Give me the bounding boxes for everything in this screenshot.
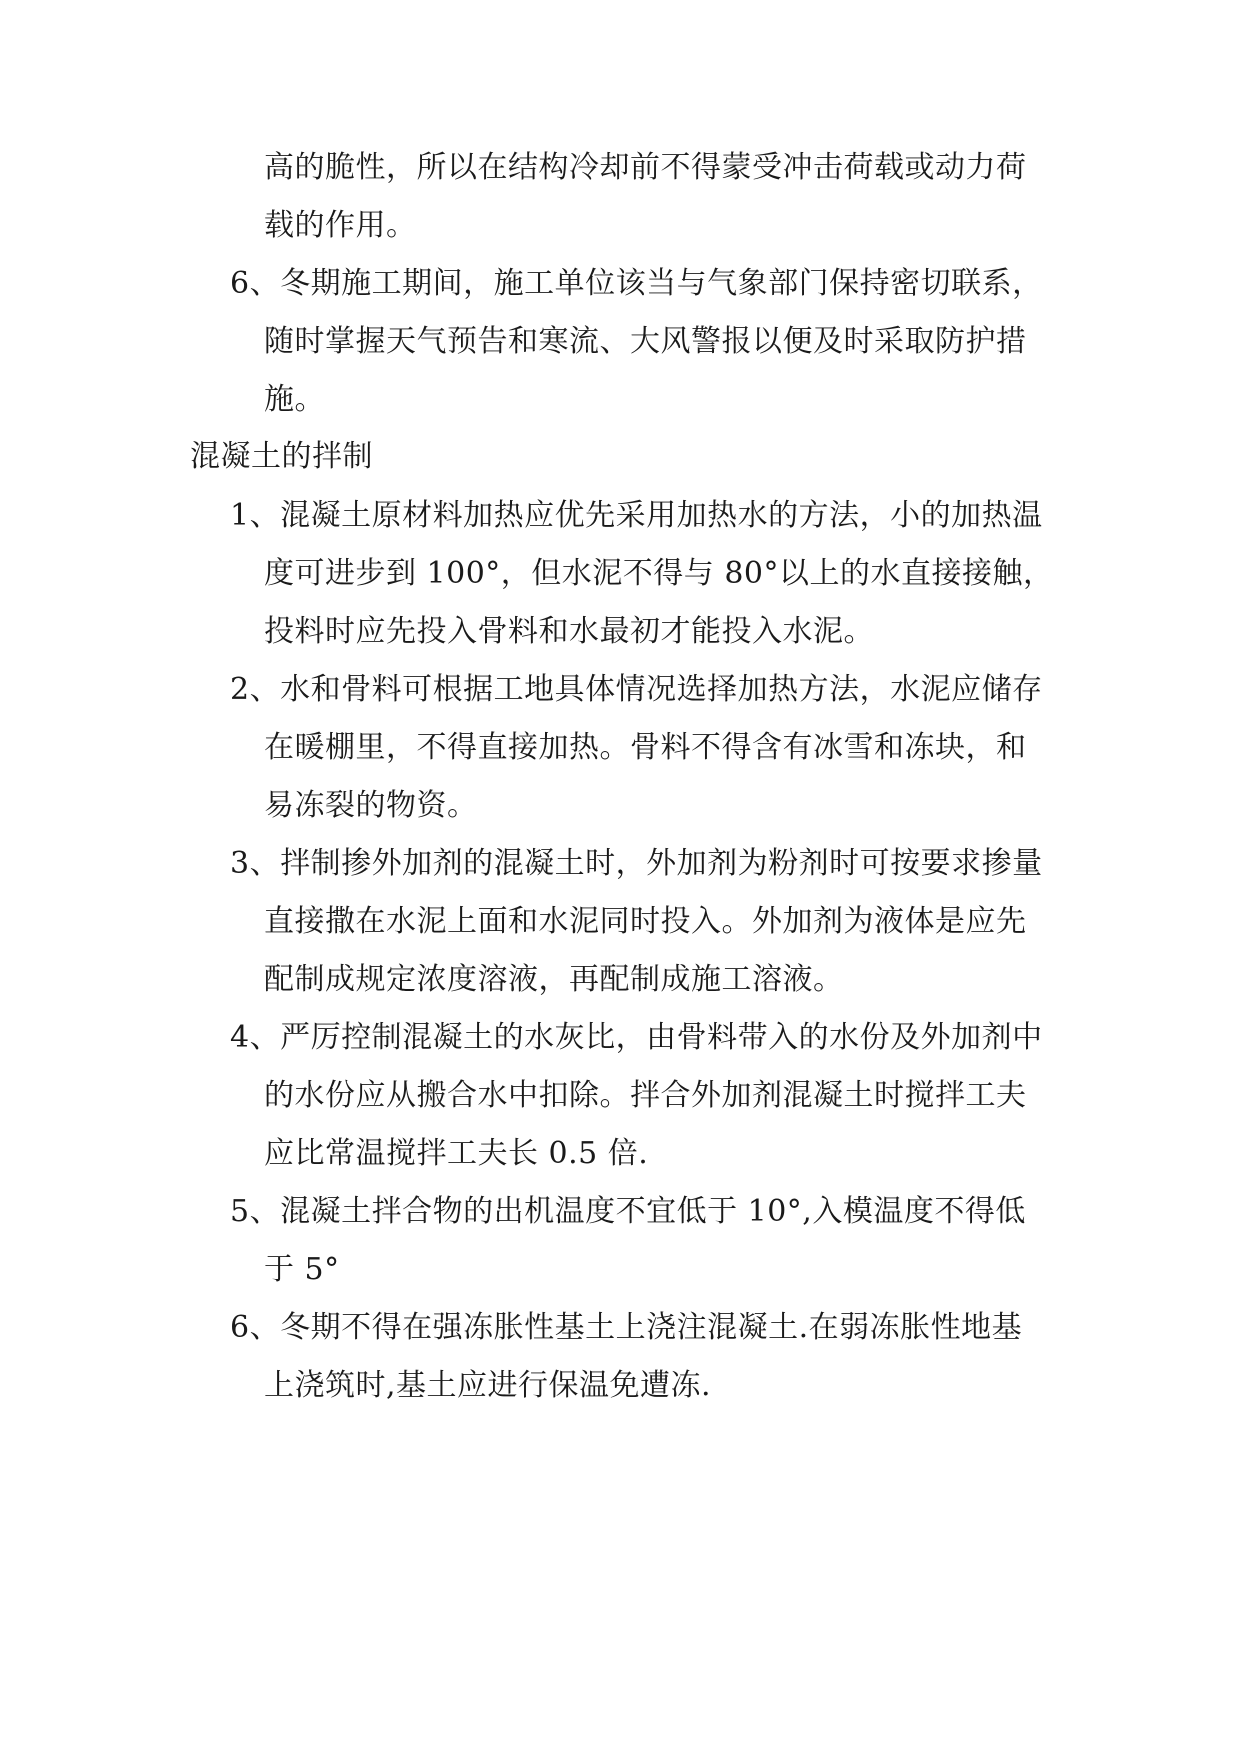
- item-number: 5: [230, 1194, 250, 1229]
- section-heading: 混凝土的拌制: [190, 439, 373, 474]
- item-number: 1: [230, 498, 250, 533]
- paragraph-line: 度可进步到 100°，但水泥不得与 80°以上的水直接接触，: [264, 556, 1054, 591]
- paragraph-line: 投料时应先投入骨料和水最初才能投入水泥。: [264, 614, 874, 649]
- list-item-line: [230, 1192, 1026, 1232]
- paragraph-line: 高的脆性，所以在结构冷却前不得蒙受冲击荷载或动力荷: [264, 150, 1027, 185]
- item-text: 、冬期不得在强冻胀性基土上浇注混凝土.在弱冻胀性地基: [249, 1310, 1023, 1345]
- paragraph-line: 的水份应从搬合水中扣除。拌合外加剂混凝土时搅拌工夫: [264, 1078, 1027, 1113]
- item-number: 6: [230, 1310, 250, 1345]
- paragraph-line: 直接撒在水泥上面和水泥同时投入。外加剂为液体是应先: [264, 904, 1027, 939]
- list-item-line: [230, 1308, 1022, 1348]
- list-item-line: [230, 496, 1043, 536]
- paragraph-line: 易冻裂的物资。: [264, 788, 478, 823]
- item-text: 、冬期施工期间，施工单位该当与气象部门保持密切联系，: [249, 266, 1043, 301]
- list-item-line: [230, 844, 1043, 884]
- list-item-line: [230, 670, 1043, 710]
- paragraph-line: 于 5°: [264, 1252, 340, 1287]
- item-number: 6: [230, 266, 250, 301]
- item-text: 、混凝土拌合物的出机温度不宜低于 10°,入模温度不得低: [249, 1194, 1026, 1229]
- list-item-line: [230, 264, 1043, 304]
- paragraph-line: 在暖棚里，不得直接加热。骨料不得含有冰雪和冻块，和: [264, 730, 1027, 765]
- item-number: 4: [230, 1020, 250, 1055]
- item-number: 2: [230, 672, 250, 707]
- paragraph-line: 应比常温搅拌工夫长 0.5 倍.: [264, 1136, 649, 1171]
- item-text: 、水和骨料可根据工地具体情况选择加热方法，水泥应储存: [249, 672, 1043, 707]
- paragraph-line: 施。: [264, 382, 325, 417]
- paragraph-line: 配制成规定浓度溶液，再配制成施工溶液。: [264, 962, 844, 997]
- item-text: 、严厉控制混凝土的水灰比，由骨料带入的水份及外加剂中: [249, 1020, 1043, 1055]
- item-number: 3: [230, 846, 250, 881]
- paragraph-line: 随时掌握天气预告和寒流、大风警报以便及时采取防护措: [264, 324, 1027, 359]
- item-text: 、拌制掺外加剂的混凝土时，外加剂为粉剂时可按要求掺量: [249, 846, 1043, 881]
- paragraph-line: 上浇筑时,基土应进行保温免遭冻.: [264, 1368, 712, 1403]
- paragraph-line: 载的作用。: [264, 208, 417, 243]
- item-text: 、混凝土原材料加热应优先采用加热水的方法，小的加热温: [249, 498, 1043, 533]
- list-item-line: [230, 1018, 1043, 1058]
